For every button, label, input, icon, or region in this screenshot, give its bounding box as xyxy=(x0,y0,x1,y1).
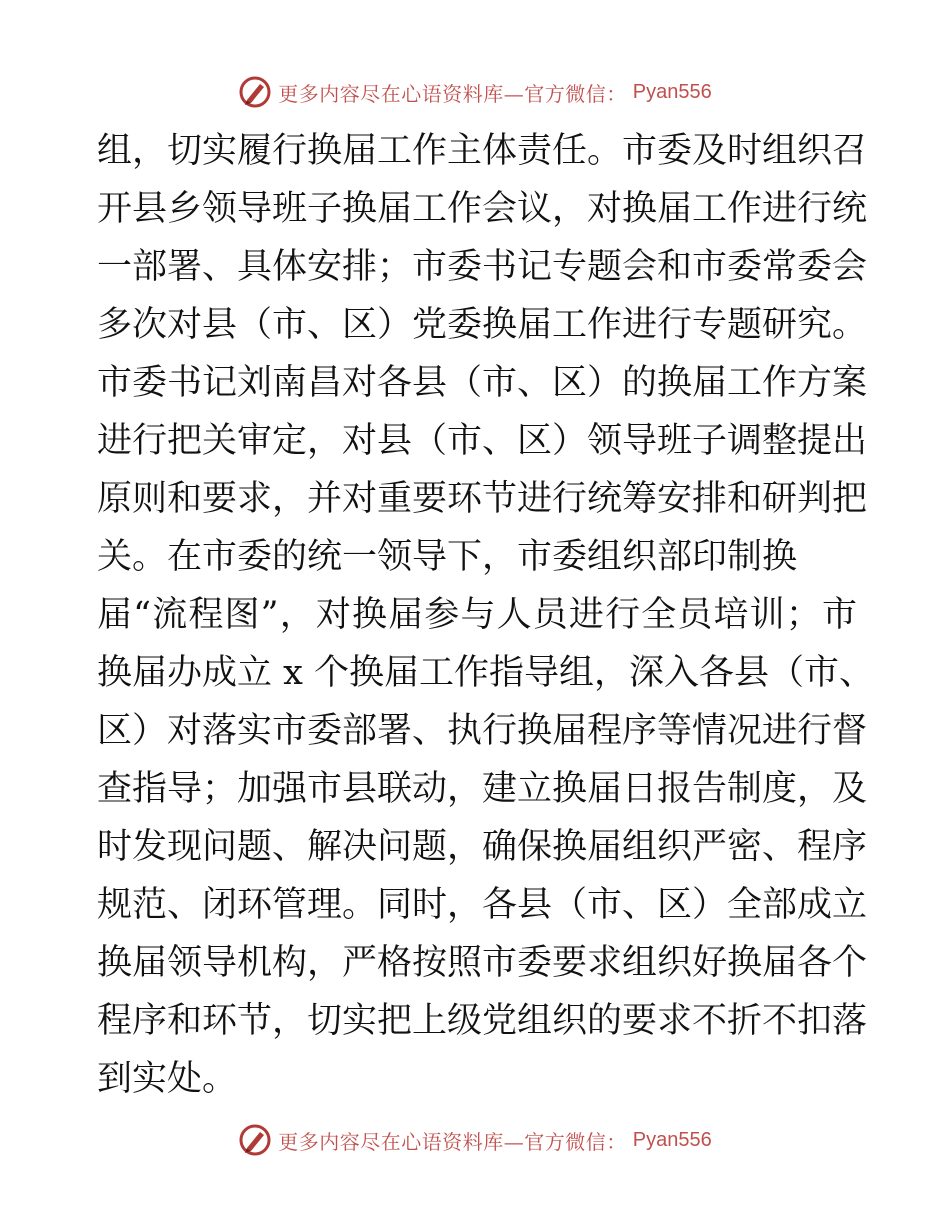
watermark-text: 更多内容尽在心语资料库—官方微信： xyxy=(278,81,627,106)
text-line: 程序和环节，切实把上级党组织的要求不折不扣落 xyxy=(97,1001,868,1041)
text-line: 时发现问题、解决问题，确保换届组织严密、程序 xyxy=(97,827,868,867)
text-line: 进行把关审定，对县（市、区）领导班子调整提出 xyxy=(97,421,868,461)
text-line: 开县乡领导班子换届工作会议，对换届工作进行统 xyxy=(97,189,868,229)
text-line: 多次对县（市、区）党委换届工作进行专题研究。 xyxy=(97,305,868,345)
text-line: 到实处。 xyxy=(97,1059,238,1099)
text-line: 区）对落实市委部署、执行换届程序等情况进行督 xyxy=(97,711,868,751)
text-line: 届“流程图”，对换届参与人员进行全员培训；市 xyxy=(97,595,857,635)
text-line: 市委书记刘南昌对各县（市、区）的换届工作方案 xyxy=(97,363,868,403)
document-body xyxy=(97,122,874,1108)
text-line: 关。在市委的统一领导下，市委组织部印制换 xyxy=(97,537,798,577)
text-line: 一部署、具体安排；市委书记专题会和市委常委会 xyxy=(97,247,868,287)
text-line: 组，切实履行换届工作主体责任。市委及时组织召 xyxy=(97,131,868,171)
text-line: 规范、闭环管理。同时，各县（市、区）全部成立 xyxy=(97,885,868,925)
watermark-text: 更多内容尽在心语资料库—官方微信： xyxy=(278,1129,627,1154)
pen-logo-icon xyxy=(238,1123,272,1157)
footer-watermark xyxy=(0,1120,950,1160)
header-watermark xyxy=(0,72,950,112)
text-line: 原则和要求，并对重要环节进行统筹安排和研判把 xyxy=(97,479,868,519)
watermark-handle: Pyan556 xyxy=(632,1128,712,1151)
pen-logo-icon xyxy=(238,75,272,109)
text-line: 换届领导机构，严格按照市委要求组织好换届各个 xyxy=(97,943,868,983)
watermark-handle: Pyan556 xyxy=(632,80,712,103)
text-line: 查指导；加强市县联动，建立换届日报告制度，及 xyxy=(97,769,868,809)
text-line: 换届办成立 x 个换届工作指导组，深入各县（市、 xyxy=(97,653,874,693)
